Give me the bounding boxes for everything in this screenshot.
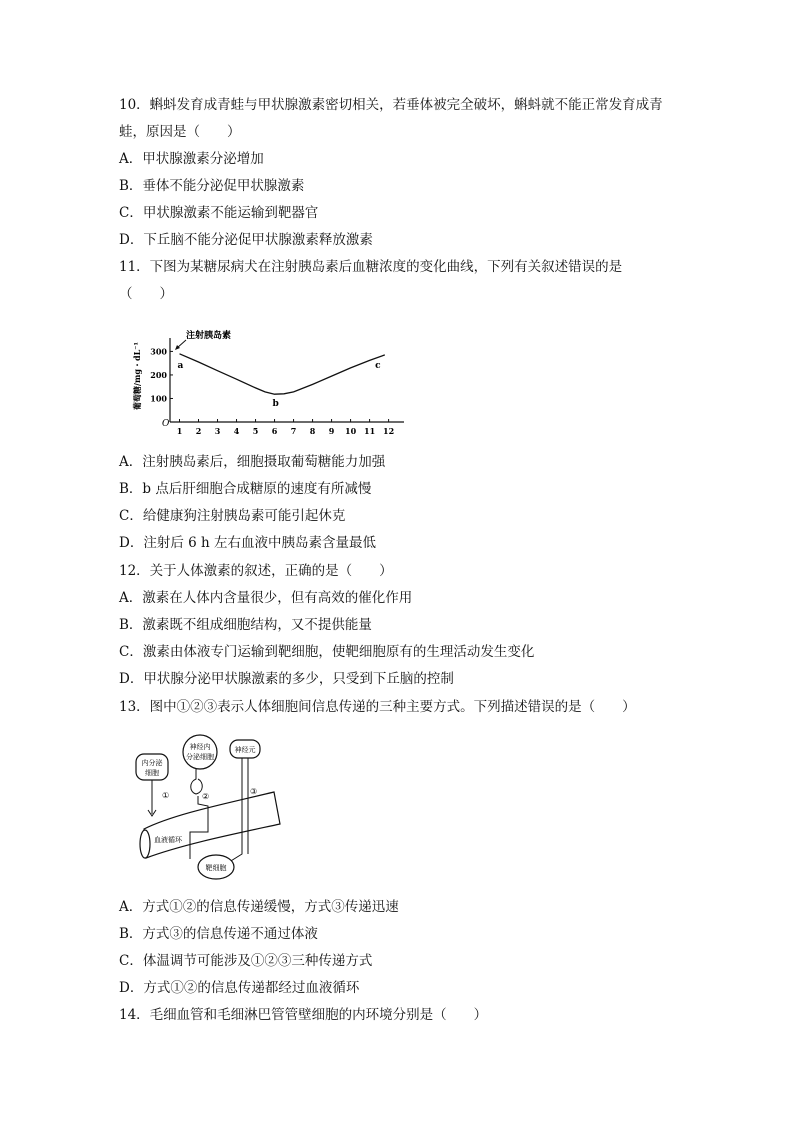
x-tick-label: 12 (383, 426, 395, 436)
x-tick-label: 7 (290, 426, 297, 436)
x-tick-label: 3 (214, 426, 221, 436)
chart-axes (162, 338, 404, 429)
x-tick-label: 2 (195, 426, 202, 436)
target-cell-label: 靶细胞 (205, 864, 227, 872)
origin-label: O (162, 419, 170, 429)
q11-option-d: D．注射后 6 h 左右血液中胰岛素含量最低 (119, 535, 376, 551)
x-tick-label: 9 (328, 426, 335, 436)
cell-signaling-diagram (134, 734, 284, 884)
q12-option-a: A．激素在人体内含量很少，但有高效的催化作用 (119, 590, 413, 606)
point-label-a: a (177, 360, 184, 371)
chart-series (177, 354, 385, 394)
q12-stem: 12．关于人体激素的叙述，正确的是（ ） (119, 563, 393, 579)
neuroendocrine-label-2: 分泌细胞 (186, 753, 214, 761)
x-tick-label: 10 (345, 426, 357, 436)
neuroendocrine-cell (183, 735, 217, 769)
y-tick-label: 100 (150, 393, 167, 404)
q10-option-b: B．垂体不能分泌促甲状腺激素 (119, 178, 305, 194)
q11-option-c: C．给健康狗注射胰岛素可能引起休克 (119, 508, 346, 524)
point-label-c: c (375, 361, 381, 372)
y-axis-label: 葡萄糖/mg・dL⁻¹ (132, 342, 142, 410)
x-tick-label: 1 (176, 426, 183, 436)
x-tick-label: 5 (252, 426, 259, 436)
marker-3: ③ (250, 787, 258, 796)
blood-vessel (144, 792, 280, 858)
q13-option-c: C．体温调节可能涉及①②③三种传递方式 (119, 953, 373, 969)
q13-option-a: A．方式①②的信息传递缓慢，方式③传递迅速 (119, 899, 399, 915)
blood-glucose-chart (120, 326, 410, 442)
q12-option-b: B．激素既不组成细胞结构，又不提供能量 (119, 617, 372, 633)
q11-option-b: B．b 点后肝细胞合成糖原的速度有所减慢 (119, 481, 372, 497)
neuroendocrine-label-1: 神经内 (189, 743, 211, 751)
neuroendocrine-axon (191, 769, 203, 794)
marker-1: ① (162, 791, 170, 800)
q13-stem: 13．图中①②③表示人体细胞间信息传递的三种主要方式。下列描述错误的是（ ） (119, 699, 636, 715)
q10-stem-cont: 蛙，原因是（ ） (119, 124, 241, 140)
path-1 (148, 780, 156, 816)
q11-stem-cont: （ ） (119, 286, 173, 302)
q11-stem: 11．下图为某糖尿病犬在注射胰岛素后血糖浓度的变化曲线，下列有关叙述错误的是 (119, 259, 623, 275)
x-tick-label: 4 (233, 426, 240, 436)
q14-stem: 14．毛细血管和毛细淋巴管管壁细胞的内环境分别是（ ） (119, 1007, 488, 1023)
y-tick-label: 300 (150, 346, 167, 357)
blood-circulation-label: 血液循环 (154, 836, 182, 844)
q10-option-c: C．甲状腺激素不能运输到靶器官 (119, 205, 319, 221)
q10-option-a: A．甲状腺激素分泌增加 (119, 151, 264, 167)
q13-option-b: B．方式③的信息传递不通过体液 (119, 926, 318, 942)
neuron-label: 神经元 (234, 746, 256, 754)
q12-option-c: C．激素由体液专门运输到靶细胞，使靶细胞原有的生理活动发生变化 (119, 644, 535, 660)
q12-option-d: D．甲状腺分泌甲状腺激素的多少，只受到下丘脑的控制 (119, 671, 454, 687)
injection-annotation: 注射胰岛素 (186, 331, 232, 341)
x-tick-label: 11 (364, 426, 376, 436)
x-tick-label: 8 (309, 426, 316, 436)
q10-option-d: D．下丘脑不能分泌促甲状腺激素释放激素 (119, 232, 373, 248)
endocrine-cell-label-1: 内分泌 (141, 759, 163, 767)
y-tick-label: 200 (150, 369, 167, 380)
glucose-curve (177, 354, 385, 394)
blood-vessel-opening (140, 830, 150, 858)
endocrine-cell-label-2: 细胞 (145, 769, 159, 777)
point-label-b: b (272, 399, 279, 410)
q13-option-d: D．方式①②的信息传递都经过血液循环 (119, 980, 360, 996)
q10-stem: 10．蝌蚪发育成青蛙与甲状腺激素密切相关，若垂体被完全破坏，蝌蚪就不能正常发育成青 (119, 97, 663, 113)
x-tick-label: 6 (271, 426, 278, 436)
marker-2: ② (202, 792, 210, 801)
q11-option-a: A．注射胰岛素后，细胞摄取葡萄糖能力加强 (119, 454, 386, 470)
